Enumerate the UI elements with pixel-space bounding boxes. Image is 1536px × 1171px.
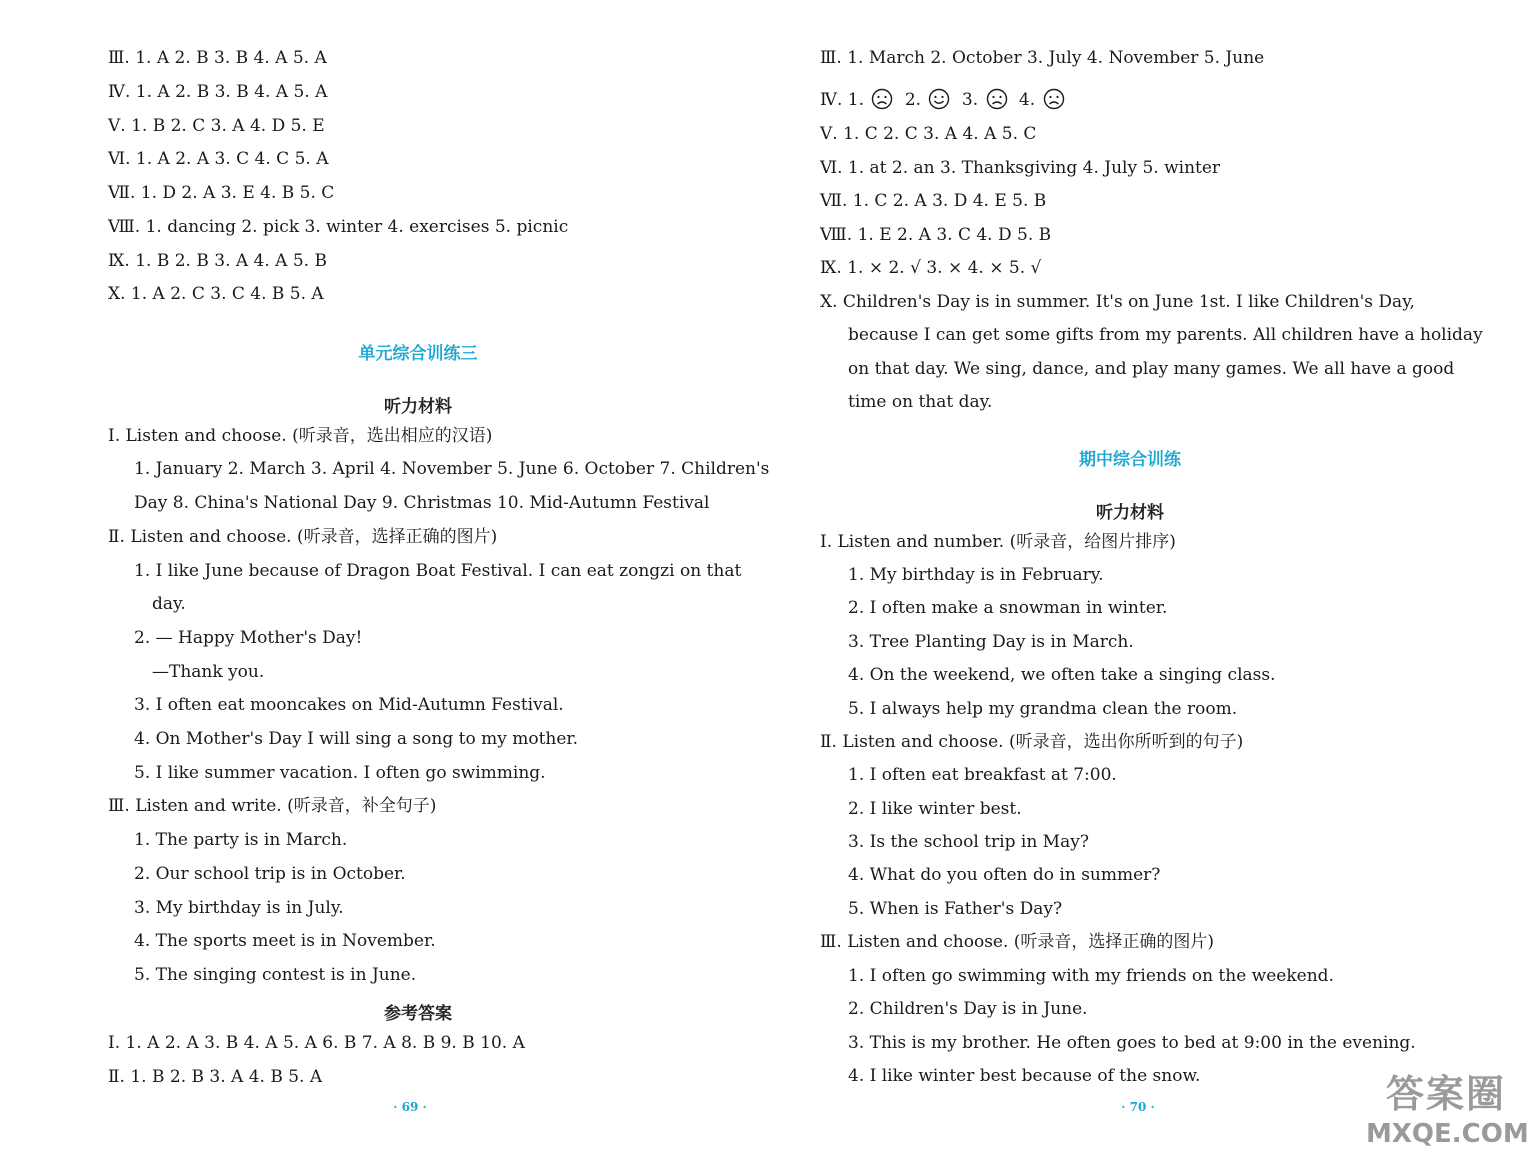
answer-line: Ⅴ. 1. C 2. C 3. A 4. A 5. C bbox=[820, 124, 1037, 144]
listening-title: 听力材料 bbox=[1096, 503, 1164, 523]
answer-line: Ⅱ. 1. B 2. B 3. A 4. B 5. A bbox=[108, 1067, 323, 1087]
listening-line: 2. — Happy Mother's Day! bbox=[134, 628, 363, 648]
listening-line: 1. I often go swimming with my friends on the weekend. bbox=[848, 966, 1334, 986]
sad-face-icon bbox=[1043, 88, 1065, 110]
page-number: · 70 · bbox=[1121, 1100, 1155, 1114]
section-title: 单元综合训练三 bbox=[358, 344, 478, 364]
listening-line: 1. My birthday is in February. bbox=[848, 565, 1104, 585]
watermark-text-url: MXQE.COM bbox=[1366, 1119, 1529, 1149]
listening-line: 4. The sports meet is in November. bbox=[134, 931, 436, 951]
answer-line: Ⅹ. 1. A 2. C 3. C 4. B 5. A bbox=[108, 284, 324, 304]
answer-title: 参考答案 bbox=[384, 1004, 452, 1024]
essay-line: Ⅹ. Children's Day is in summer. It's on June 1st. I like Children's Day, bbox=[820, 292, 1415, 312]
essay-line: because I can get some gifts from my parents. All children have a holiday bbox=[848, 325, 1483, 345]
listening-line: 3. My birthday is in July. bbox=[134, 898, 344, 918]
essay-line: on that day. We sing, dance, and play many games. We all have a good bbox=[848, 359, 1455, 379]
listening-line: 2. Children's Day is in June. bbox=[848, 999, 1088, 1019]
answer-line: Ⅷ. 1. dancing 2. pick 3. winter 4. exercises 5. picnic bbox=[108, 217, 569, 237]
answer-line: Ⅶ. 1. C 2. A 3. D 4. E 5. B bbox=[820, 191, 1047, 211]
answer-line: Ⅲ. 1. A 2. B 3. B 4. A 5. A bbox=[108, 48, 327, 68]
sad-face-icon bbox=[986, 88, 1008, 110]
listening-line: 3. This is my brother. He often goes to bed at 9:00 in the evening. bbox=[848, 1033, 1416, 1053]
faces-prefix: Ⅳ. 1. bbox=[820, 90, 865, 110]
listening-line: 1. I like June because of Dragon Boat Festival. I can eat zongzi on that bbox=[134, 561, 742, 581]
sad-face-icon bbox=[871, 88, 893, 110]
answer-line: Ⅴ. 1. B 2. C 3. A 4. D 5. E bbox=[108, 116, 325, 136]
listening-line: Day 8. China's National Day 9. Christmas 10. Mid-Autumn Festival bbox=[134, 493, 710, 513]
listening-line: 5. When is Father's Day? bbox=[848, 899, 1063, 919]
listening-line: day. bbox=[152, 594, 186, 614]
listening-line: 4. On the weekend, we often take a singing class. bbox=[848, 665, 1276, 685]
question-heading: Ⅲ. Listen and write. (听录音，补全句子) bbox=[108, 796, 437, 816]
faces-answer-line bbox=[820, 88, 1071, 111]
section-title: 期中综合训练 bbox=[1079, 450, 1181, 470]
listening-line: —Thank you. bbox=[152, 662, 265, 682]
answer-line: Ⅶ. 1. D 2. A 3. E 4. B 5. C bbox=[108, 183, 335, 203]
smiley-face-icon bbox=[928, 88, 950, 110]
listening-line: 1. I often eat breakfast at 7:00. bbox=[848, 765, 1117, 785]
listening-line: 3. Tree Planting Day is in March. bbox=[848, 632, 1134, 652]
listening-line: 5. I like summer vacation. I often go swimming. bbox=[134, 763, 546, 783]
question-heading: Ⅲ. Listen and choose. (听录音，选择正确的图片) bbox=[820, 932, 1215, 952]
question-heading: Ⅰ. Listen and choose. (听录音，选出相应的汉语) bbox=[108, 426, 493, 446]
listening-line: 3. Is the school trip in May? bbox=[848, 832, 1089, 852]
site-watermark-logo bbox=[1366, 1071, 1529, 1163]
faces-number: 4. bbox=[1018, 90, 1036, 110]
listening-line: 4. On Mother's Day I will sing a song to my mother. bbox=[134, 729, 579, 749]
answer-line: Ⅸ. 1. × 2. √ 3. × 4. × 5. √ bbox=[820, 258, 1042, 278]
listening-line: 2. I like winter best. bbox=[848, 799, 1022, 819]
listening-line: 2. Our school trip is in October. bbox=[134, 864, 406, 884]
listening-line: 1. January 2. March 3. April 4. November 5. June 6. October 7. Children's bbox=[134, 459, 770, 479]
question-heading: Ⅰ. Listen and number. (听录音，给图片排序) bbox=[820, 532, 1176, 552]
faces-number: 2. bbox=[904, 90, 922, 110]
essay-line: time on that day. bbox=[848, 392, 993, 412]
page-number: · 69 · bbox=[393, 1100, 427, 1114]
listening-title: 听力材料 bbox=[384, 397, 452, 417]
answer-line: Ⅰ. 1. A 2. A 3. B 4. A 5. A 6. B 7. A 8. B 9. B 10. A bbox=[108, 1033, 525, 1053]
listening-line: 3. I often eat mooncakes on Mid-Autumn Festival. bbox=[134, 695, 564, 715]
listening-line: 4. I like winter best because of the snow. bbox=[848, 1066, 1201, 1086]
listening-line: 5. The singing contest is in June. bbox=[134, 965, 417, 985]
answer-line: Ⅸ. 1. B 2. B 3. A 4. A 5. B bbox=[108, 251, 327, 271]
answer-line: Ⅵ. 1. A 2. A 3. C 4. C 5. A bbox=[108, 149, 329, 169]
listening-line: 2. I often make a snowman in winter. bbox=[848, 598, 1168, 618]
answer-line: Ⅲ. 1. March 2. October 3. July 4. November 5. June bbox=[820, 48, 1265, 68]
answer-line: Ⅳ. 1. A 2. B 3. B 4. A 5. A bbox=[108, 82, 328, 102]
question-heading: Ⅱ. Listen and choose. (听录音，选择正确的图片) bbox=[108, 527, 498, 547]
faces-number: 3. bbox=[961, 90, 979, 110]
listening-line: 1. The party is in March. bbox=[134, 830, 348, 850]
listening-line: 4. What do you often do in summer? bbox=[848, 865, 1161, 885]
answer-line: Ⅷ. 1. E 2. A 3. C 4. D 5. B bbox=[820, 225, 1052, 245]
watermark-text-chinese: 答案圈 bbox=[1385, 1072, 1506, 1116]
listening-line: 5. I always help my grandma clean the room. bbox=[848, 699, 1238, 719]
question-heading: Ⅱ. Listen and choose. (听录音，选出你所听到的句子) bbox=[820, 732, 1244, 752]
answer-line: Ⅵ. 1. at 2. an 3. Thanksgiving 4. July 5. winter bbox=[820, 158, 1221, 178]
